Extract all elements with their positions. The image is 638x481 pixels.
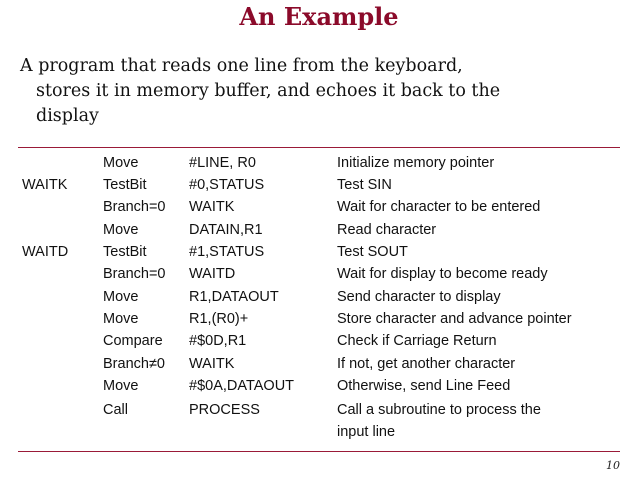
instruction-comment: Call a subroutine to process the — [337, 402, 541, 418]
slide-title: An Example — [239, 2, 399, 31]
instruction-label: WAITD — [22, 244, 69, 260]
instruction-comment: Check if Carriage Return — [337, 333, 497, 349]
instruction-comment: Test SOUT — [337, 244, 408, 260]
instruction-opcode: Move — [103, 222, 139, 238]
instruction-comment: Read character — [337, 222, 437, 238]
instruction-opcode: Branch≠0 — [103, 356, 165, 372]
program-line — [0, 241, 638, 263]
instruction-operands: DATAIN,R1 — [189, 222, 263, 238]
instruction-operands: #0,STATUS — [189, 177, 265, 193]
instruction-opcode: Move — [103, 378, 139, 394]
top-divider — [18, 147, 620, 148]
instruction-comment: Otherwise, send Line Feed — [337, 378, 511, 394]
instruction-opcode: TestBit — [103, 244, 147, 260]
program-line — [0, 196, 638, 218]
page-number: 10 — [606, 459, 620, 472]
program-line — [0, 375, 638, 397]
program-line — [0, 174, 638, 196]
instruction-opcode: Compare — [103, 333, 163, 349]
instruction-operands: #1,STATUS — [189, 244, 265, 260]
program-line — [0, 219, 638, 241]
instruction-comment: Store character and advance pointer — [337, 311, 572, 327]
program-line — [0, 286, 638, 308]
instruction-comment: Send character to display — [337, 289, 501, 305]
program-line — [0, 263, 638, 285]
instruction-opcode: Move — [103, 155, 139, 171]
instruction-operands: #LINE, R0 — [189, 155, 256, 171]
bottom-divider — [18, 451, 620, 452]
instruction-operands: #$0D,R1 — [189, 333, 247, 349]
instruction-opcode: Call — [103, 402, 128, 418]
instruction-operands: R1,(R0)+ — [189, 311, 249, 327]
instruction-comment: If not, get another character — [337, 356, 516, 372]
instruction-opcode: Move — [103, 311, 139, 327]
program-line — [0, 330, 638, 352]
instruction-opcode: Move — [103, 289, 139, 305]
instruction-comment: Initialize memory pointer — [337, 155, 495, 171]
instruction-operands: WAITD — [189, 266, 236, 282]
program-line — [0, 152, 638, 174]
intro-line-3: display — [36, 106, 99, 126]
program-line — [0, 399, 638, 421]
instruction-operands: WAITK — [189, 356, 235, 372]
instruction-operands: PROCESS — [189, 402, 260, 418]
instruction-label: WAITK — [22, 177, 68, 193]
instruction-comment: Wait for character to be entered — [337, 199, 541, 215]
intro-line-1: A program that reads one line from the keyboard, — [20, 56, 463, 76]
instruction-opcode: TestBit — [103, 177, 147, 193]
instruction-operands: R1,DATAOUT — [189, 289, 279, 305]
instruction-comment: Wait for display to become ready — [337, 266, 548, 282]
instruction-operands: #$0A,DATAOUT — [189, 378, 295, 394]
intro-paragraph — [20, 54, 620, 129]
instruction-comment: Test SIN — [337, 177, 392, 193]
instruction-operands: WAITK — [189, 199, 235, 215]
instruction-opcode: Branch=0 — [103, 266, 166, 282]
intro-line-2: stores it in memory buffer, and echoes it back to the — [36, 81, 501, 101]
program-line — [0, 353, 638, 375]
program-line — [0, 308, 638, 330]
instruction-opcode: Branch=0 — [103, 199, 166, 215]
program-line-continuation — [0, 421, 638, 443]
instruction-comment-continuation: input line — [337, 424, 396, 440]
